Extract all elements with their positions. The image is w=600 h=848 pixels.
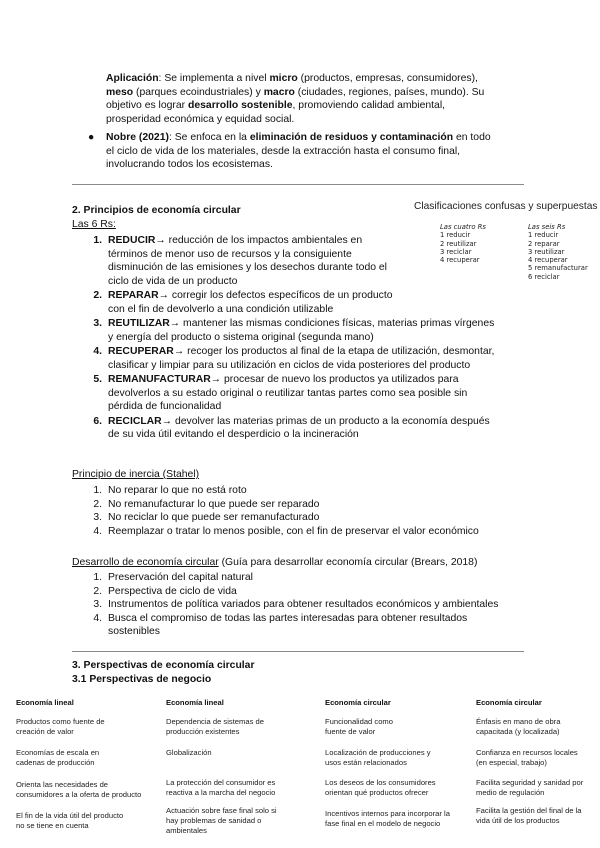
text: Reemplazar o tratar lo menos posible, con el fin de preservar el valor económico [108,525,479,537]
side-item: 4 recuperar [528,256,568,265]
text: : Se enfoca en la [168,132,250,143]
text: (parques ecoindustriales) y [133,86,264,98]
aplicacion-label: Aplicación [106,73,159,84]
item-number: 1. [93,485,102,496]
text: procesar de nuevo los productos ya utilizados para [221,374,459,385]
list-item [84,585,534,599]
cell-line: Confianza en recursos locales [476,748,578,757]
macro-term: macro [263,86,295,98]
table-cell [16,748,161,768]
text: Instrumentos de política variados para obtener resultados económicos y ambientales [108,599,499,610]
text: pérdida de funcionalidad [108,401,222,412]
rs-term: RECUPERAR [108,346,174,357]
table-header: Economía lineal [166,698,224,707]
cell-line: hay problemas de sanidad o [166,816,262,825]
table-cell [325,748,475,768]
cell-line: consumidores a la oferta de producto [16,790,142,799]
arrow-icon: → [210,374,222,385]
text: (productos, empresas, consumidores), [297,73,478,84]
text: mantener las mismas condiciones físicas, materias primas vírgenes [180,318,495,329]
table-cell [166,778,321,798]
text: disminución de las emisiones y los desechos durante todo el [108,262,387,273]
list-item [84,345,524,372]
cell-line: Dependencia de sistemas de [166,717,264,726]
cell-line: creación de valor [16,727,74,736]
text: clasificar y limpiar para su utilización en ciclos de vida posteriores del producto [108,359,471,371]
text: : Se implementa a nivel [158,73,270,84]
side-item: 3 reciclar [440,247,472,256]
cell-line: Énfasis en mano de obra [476,717,561,726]
cell-line: (en especial, trabajo) [476,758,547,767]
text: y energía del producto o sistema original (segunda mano) [108,331,374,343]
table-cell [476,806,598,826]
table-cell [16,811,166,831]
item-number: 3. [93,512,102,523]
item-number: 4. [93,612,102,624]
text: reducción de los impactos ambientales en [165,235,363,246]
side-col-six-rs [528,223,598,281]
table-cell [16,780,166,800]
section3-heading: 3. Perspectivas de economía circular [72,660,255,671]
list-item [84,525,534,539]
text: No reparar lo que no está roto [108,485,247,496]
side-col-title: Las cuatro Rs [440,223,486,231]
cell-line: Funcionalidad como [325,717,393,726]
text: No reciclar lo que puede ser remanufacturado [108,512,320,523]
list-item [84,511,534,525]
nobre-term: eliminación de residuos y contaminación [249,132,454,143]
side-item: 3 reutilizar [528,247,565,256]
text: corregir los defectos específicos de un producto [169,290,393,301]
text: el ciclo de vida de los materiales, desde la extracción hasta el consumo final, [106,145,461,157]
item-number: 2. [93,290,102,301]
side-item: 2 reparar [528,239,560,248]
list-item [84,598,534,612]
cell-line: fuente de valor [325,727,376,736]
side-col-title: Las seis Rs [528,223,566,231]
rs-term: RECICLAR [108,415,162,427]
table-cell [325,717,475,737]
text: (Guía para desarrollar economía circular (Brears, 2018) [218,557,478,568]
text: recoger los productos al final de la etapa de utilización, desmontar, [184,346,495,357]
table-cell [16,717,161,737]
item-number: 2. [93,498,102,510]
text: , promoviendo calidad ambiental, [292,100,446,111]
item-number: 1. [93,235,102,246]
table-cell [325,778,475,798]
side-item: 1 reducir [528,231,559,240]
side-item: 5 remanufacturar [528,264,588,273]
side-figure-title: Clasificaciones confusas y superpuestas [414,201,598,212]
cell-line: medio de regulación [476,788,545,797]
table-header: Economía circular [476,698,542,707]
cell-line: Incentivos internos para incorporar la [325,809,450,818]
table-cell [166,748,321,758]
cell-line: Facilita seguridad y sanidad por [476,778,584,787]
table-header: Economía lineal [16,698,74,707]
nobre-label: Nobre (2021) [106,132,169,143]
table-cell [166,806,321,836]
table-header: Economía circular [325,698,391,707]
cell-line: orientan qué productos ofrecer [325,788,429,797]
cell-line: Orienta las necesidades de [16,780,109,789]
cell-line: capacitada (y localizada) [476,727,560,736]
cell-line: fase final en el modelo de negocio [325,819,441,828]
desarrollo-title: Desarrollo de economía circular [72,557,219,568]
list-item [84,373,524,414]
arrow-icon: → [158,290,169,301]
item-number: 4. [93,346,102,357]
list-item [84,498,534,512]
cell-line: Economías de escala en [16,748,100,757]
text: Perspectiva de ciclo de vida [108,585,237,597]
list-item [84,317,524,344]
section2-heading: 2. Principios de economía circular [72,205,241,216]
perspectives-table [8,690,598,848]
text: (ciudades, regiones, países, mundo). Su [294,86,485,98]
nobre-paragraph [106,131,536,172]
divider [72,184,524,185]
cell-line: producción existentes [166,727,240,736]
cell-line: Actuación sobre fase final solo si [166,806,277,815]
text: devolverlos a su estado original o reutilizar tantas partes como sea posible sin [108,387,468,399]
cell-line: El fin de la vida útil del producto [16,811,124,820]
list-item [84,484,534,498]
cell-line: vida útil de los productos [476,816,560,825]
text: devolver las materias primas de un producto a la economía después [172,415,490,427]
arrow-icon: → [161,415,173,427]
rs-term: REPARAR [108,290,159,301]
item-number: 2. [93,585,102,597]
cell-line: reactiva a la marcha del negocio [166,788,276,797]
arrow-icon: → [169,318,181,329]
text: con el fin de devolverlo a una condición utilizable [108,303,334,315]
list-item [84,234,524,288]
cell-line: Facilita la gestión del final de la [476,806,582,815]
meso-term: meso [106,86,134,98]
bullet-icon: ● [88,132,95,143]
desarrollo-list [84,571,534,639]
side-item: 2 reutilizar [440,239,477,248]
section3-subheading: 3.1 Perspectivas de negocio [72,674,212,685]
text: sostenibles [108,626,160,637]
side-item: 4 recuperar [440,256,480,265]
item-number: 1. [93,572,102,583]
text: Preservación del capital natural [108,572,253,583]
inercia-list [84,484,534,538]
text: No remanufacturar lo que puede ser reparado [108,498,320,510]
item-number: 3. [93,599,102,610]
table-cell [476,748,596,768]
rs-subheading: Las 6 Rs: [72,219,116,230]
divider [72,651,524,652]
text: prosperidad económica y equidad social. [106,113,295,125]
table-cell [325,809,475,829]
cell-line: usos están relacionados [325,758,407,767]
side-item: 1 reducir [440,231,471,240]
cell-line: ambientales [166,826,207,835]
text: objetivo es lograr [106,100,189,111]
text: términos de menor uso de recursos y la consiguiente [108,248,352,260]
arrow-icon: → [173,346,185,357]
cell-line: Globalización [166,748,212,757]
item-number: 4. [93,525,102,537]
rs-term: REDUCIR [108,235,156,246]
text: Busca el compromiso de todas las partes interesadas para obtener resultados [108,612,468,624]
text: de su vida útil evitando el desperdicio o la incineración [108,429,359,440]
cell-line: La protección del consumidor es [166,778,276,787]
cell-line: Los deseos de los consumidores [325,778,436,787]
micro-term: micro [269,73,298,84]
cell-line: Productos como fuente de [16,717,105,726]
six-rs-list [84,234,524,442]
text: ciclo de vida de un producto [108,275,238,287]
rs-term: REUTILIZAR [108,318,170,329]
desarrollo-term: desarrollo sostenible [188,100,293,111]
cell-line: cadenas de producción [16,758,95,767]
inercia-title: Principio de inercia (Stahel) [72,469,200,480]
desarrollo-title-line [72,556,542,570]
table-cell [476,778,598,798]
item-number: 6. [93,415,102,427]
aplicacion-paragraph [106,72,526,126]
text: involucrando todos los ecosistemas. [106,159,273,170]
item-number: 3. [93,318,102,329]
cell-line: no se tiene en cuenta [16,821,89,830]
arrow-icon: → [155,235,166,246]
item-number: 5. [93,374,102,385]
list-item [84,571,534,585]
list-item [84,612,534,639]
rs-term: REMANUFACTURAR [108,374,211,385]
side-item: 6 reciclar [528,272,560,281]
list-item [84,289,524,316]
table-cell [476,717,596,737]
cell-line: Localización de producciones y [325,748,431,757]
list-item [84,415,524,442]
text: en todo [453,132,491,143]
table-cell [166,717,321,737]
